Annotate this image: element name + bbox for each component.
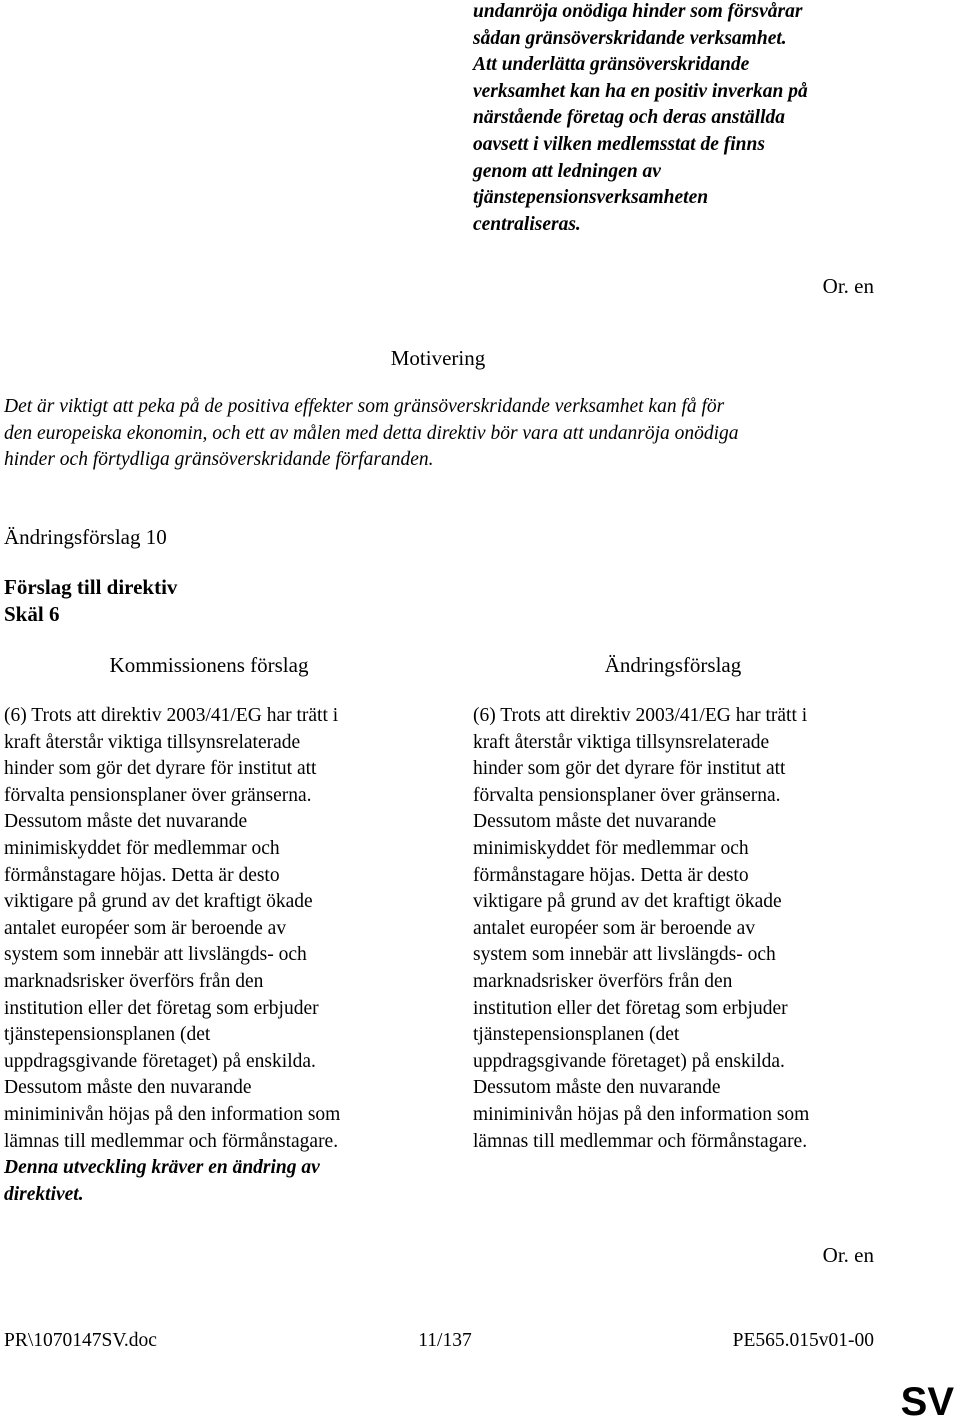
column-header-amendment: Ändringsförslag (604, 653, 742, 677)
text-line: (6) Trots att direktiv 2003/41/EG har trätt i (473, 705, 808, 726)
text-line: förmånstagare höjas. Detta är desto (473, 864, 749, 886)
original-language-label: Or. en (822, 274, 874, 298)
text-line: marknadsrisker överförs från den (473, 970, 733, 992)
text-line: närstående företag och deras anställda (473, 107, 786, 129)
text-line: undanröja onödiga hinder som försvårar (473, 1, 803, 22)
text-line: verksamhet kan ha en positiv inverkan på (473, 80, 808, 102)
text-line: institution eller det företag som erbjuder (473, 997, 788, 1019)
text-line: viktigare på grund av det kraftigt ökade (473, 891, 782, 913)
text-line: hinder som gör det dyrare för institut att (4, 758, 317, 780)
text-line: marknadsrisker överförs från den (4, 970, 264, 992)
text-line: system som innebär att livslängds- och (4, 944, 307, 966)
text-line: uppdragsgivande företaget) på enskilda. (473, 1050, 785, 1072)
column-header-commission: Kommissionens förslag (109, 653, 309, 677)
proposal-label: Förslag till direktiv (4, 575, 178, 599)
text-line: tjänstepensionsverksamheten (473, 187, 709, 209)
text-line: uppdragsgivande företaget) på enskilda. (4, 1050, 316, 1072)
text-line: Dessutom måste den nuvarande (473, 1077, 721, 1099)
text-line: institution eller det företag som erbjuder (4, 997, 319, 1019)
text-line: minimiskyddet för medlemmar och (4, 837, 280, 859)
text-line: förvalta pensionsplaner över gränserna. (4, 784, 312, 806)
text-line: system som innebär att livslängds- och (473, 944, 776, 966)
text-line: genom att ledningen av (473, 160, 661, 182)
text-line: minimiskyddet för medlemmar och (473, 837, 749, 859)
text-line: antalet européer som är beroende av (473, 917, 756, 939)
text-line: sådan gränsöverskridande verksamhet. (473, 27, 787, 49)
footer-page-number: 11/137 (418, 1330, 472, 1351)
text-line: lämnas till medlemmar och förmånstagare. (473, 1130, 808, 1152)
text-line: kraft återstår viktiga tillsynsrelaterade (473, 731, 770, 753)
text-line-emphasis: direktivet. (4, 1183, 84, 1205)
text-line: centraliseras. (473, 213, 581, 235)
text-line: (6) Trots att direktiv 2003/41/EG har trätt i (4, 705, 339, 726)
footer-pe-ref: PE565.015v01-00 (732, 1330, 874, 1351)
footer-doc-ref: PR\1070147SV.doc (4, 1330, 157, 1351)
text-line: miniminivån höjas på den information som (473, 1103, 810, 1125)
text-line: hinder och förtydliga gränsöverskridande förfaranden. (4, 449, 434, 470)
text-line: tjänstepensionsplanen (det (473, 1024, 680, 1046)
text-line: hinder som gör det dyrare för institut att (473, 758, 786, 780)
continued-amendment-text (473, 0, 808, 238)
text-line: tjänstepensionsplanen (det (4, 1024, 211, 1046)
amendment-text (473, 703, 809, 1155)
text-line: Dessutom måste det nuvarande (4, 811, 248, 833)
text-line: oavsett i vilken medlemsstat de finns (473, 133, 765, 155)
motivering-heading: Motivering (390, 346, 486, 370)
text-line: den europeiska ekonomin, och ett av målen med detta direktiv bör vara att undanröja onödiga (4, 422, 739, 444)
text-line: Det är viktigt att peka på de positiva effekter som gränsöverskridande verksamhet kan få för (4, 396, 725, 417)
text-line: Dessutom måste det nuvarande (473, 811, 717, 833)
text-line: förvalta pensionsplaner över gränserna. (473, 784, 781, 806)
motivering-text (4, 394, 739, 474)
amendment-number: Ändringsförslag 10 (4, 525, 167, 549)
text-line: kraft återstår viktiga tillsynsrelaterade (4, 731, 301, 753)
original-language-label: Or. en (822, 1243, 874, 1267)
text-line-emphasis: Denna utveckling kräver en ändring av (4, 1157, 320, 1179)
text-line: lämnas till medlemmar och förmånstagare. (4, 1130, 339, 1152)
text-line: Att underlätta gränsöverskridande (473, 54, 750, 76)
recital-label: Skäl 6 (4, 602, 60, 626)
text-line: viktigare på grund av det kraftigt ökade (4, 891, 313, 913)
text-line: miniminivån höjas på den information som (4, 1103, 341, 1125)
language-code: SV (900, 1380, 954, 1424)
text-line: förmånstagare höjas. Detta är desto (4, 864, 280, 886)
text-line: Dessutom måste den nuvarande (4, 1077, 252, 1099)
text-line: antalet européer som är beroende av (4, 917, 287, 939)
commission-proposal-text (4, 703, 340, 1208)
